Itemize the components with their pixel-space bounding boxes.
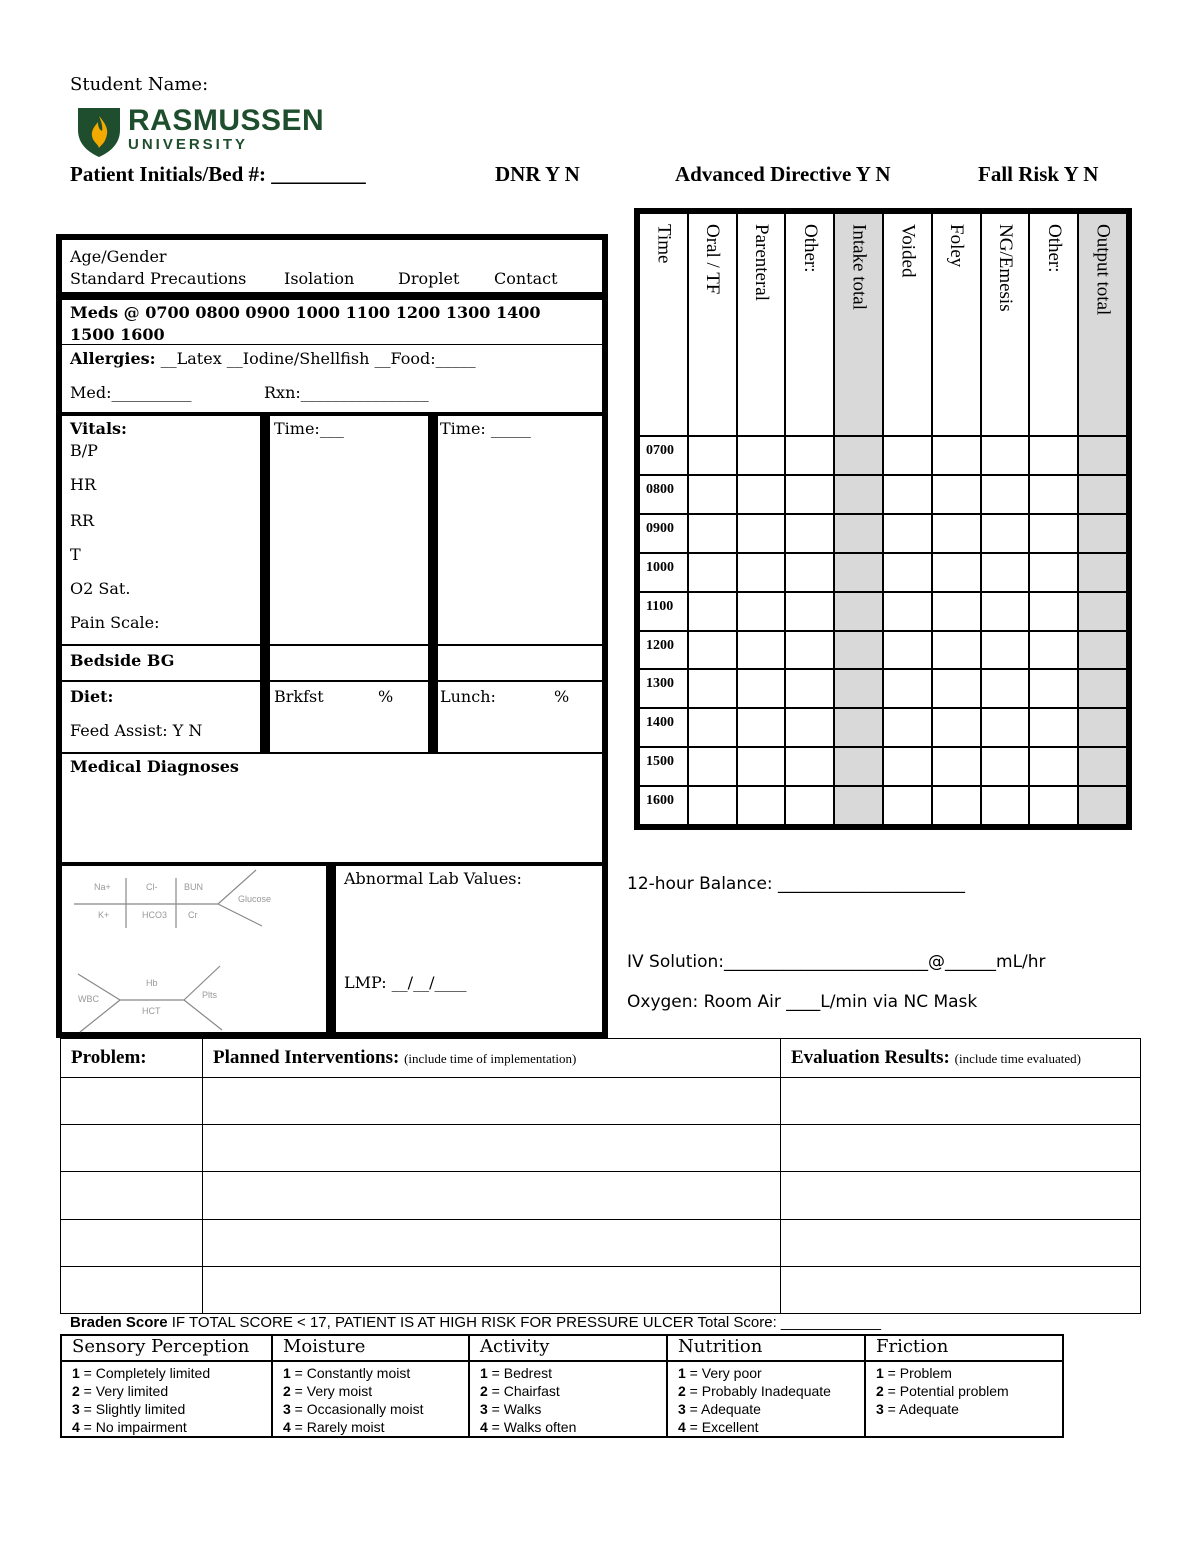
braden-options — [667, 1361, 865, 1437]
fishbone-hco3: HCO3 — [142, 910, 168, 920]
io-entry-cell[interactable] — [834, 553, 883, 592]
io-entry-cell[interactable] — [981, 786, 1030, 825]
problem-cell[interactable] — [61, 1078, 203, 1125]
io-header-other-output: Other: — [1029, 213, 1078, 436]
io-entry-cell[interactable] — [785, 592, 834, 631]
io-entry-cell[interactable] — [1029, 708, 1078, 747]
io-row — [639, 631, 1127, 670]
io-entry-cell[interactable] — [688, 786, 737, 825]
lunch-percent: % — [554, 687, 570, 706]
io-entry-cell[interactable] — [932, 592, 981, 631]
io-entry-cell[interactable] — [1078, 669, 1127, 708]
io-entry-cell[interactable] — [834, 631, 883, 670]
io-entry-cell[interactable] — [785, 514, 834, 553]
logo-subtitle: UNIVERSITY — [128, 136, 249, 153]
io-entry-cell[interactable] — [834, 708, 883, 747]
breakfast-percent: % — [378, 687, 394, 706]
io-entry-cell[interactable] — [883, 592, 932, 631]
dnr-field[interactable]: DNR Y N — [495, 162, 580, 186]
io-entry-cell[interactable] — [932, 747, 981, 786]
io-entry-cell[interactable] — [688, 631, 737, 670]
io-entry-cell[interactable] — [737, 786, 786, 825]
io-entry-cell[interactable] — [883, 669, 932, 708]
braden-header: Moisture — [272, 1335, 469, 1361]
intake-output-table — [634, 208, 1132, 830]
io-entry-cell[interactable] — [737, 553, 786, 592]
allergies-label: Allergies: — [70, 349, 156, 368]
io-entry-cell[interactable] — [1029, 747, 1078, 786]
vitals-label: Vitals: — [70, 419, 127, 438]
io-entry-cell[interactable] — [688, 553, 737, 592]
io-time-cell: 0800 — [639, 475, 688, 514]
io-entry-cell[interactable] — [1078, 747, 1127, 786]
braden-option[interactable]: 4 = Walks often — [480, 1419, 577, 1435]
io-entry-cell[interactable] — [737, 669, 786, 708]
patient-initials-field[interactable]: Patient Initials/Bed #: _________ — [70, 162, 366, 186]
precaution-droplet[interactable]: Droplet — [398, 269, 460, 288]
flame-shield-icon — [76, 104, 122, 158]
io-entry-cell[interactable] — [1029, 553, 1078, 592]
io-time-cell: 1100 — [639, 592, 688, 631]
io-entry-cell[interactable] — [981, 553, 1030, 592]
io-entry-cell[interactable] — [883, 708, 932, 747]
io-time-cell: 1600 — [639, 786, 688, 825]
io-entry-cell[interactable] — [932, 514, 981, 553]
braden-option[interactable]: 3 = Walks — [480, 1401, 542, 1417]
io-time-cell: 0700 — [639, 436, 688, 475]
io-row — [639, 475, 1127, 514]
io-entry-cell[interactable] — [1078, 786, 1127, 825]
vital-o2-sat: O2 Sat. — [70, 579, 131, 598]
allergies-options: __Latex __Iodine/Shellfish __Food:_____ — [155, 349, 476, 368]
fishbone-cl: Cl- — [146, 882, 158, 892]
io-entry-cell[interactable] — [785, 669, 834, 708]
evaluation-cell[interactable] — [781, 1266, 1141, 1313]
io-time-cell: 1000 — [639, 553, 688, 592]
io-entry-cell[interactable] — [981, 708, 1030, 747]
fishbone-k: K+ — [98, 910, 110, 920]
vitals-time2-field[interactable]: Time: _____ — [440, 419, 531, 438]
io-entry-cell[interactable] — [1078, 631, 1127, 670]
student-name-label: Student Name: — [70, 74, 209, 95]
vital-temp: T — [70, 545, 81, 564]
io-entry-cell[interactable] — [737, 708, 786, 747]
meds-times-line1: Meds @ 0700 0800 0900 1000 1100 1200 1300 1400 — [70, 303, 541, 322]
vitals-time1-field[interactable]: Time:___ — [274, 419, 344, 438]
age-gender-label: Age/Gender — [70, 247, 167, 266]
patient-info-block — [56, 234, 608, 1038]
braden-options — [61, 1361, 272, 1437]
io-entry-cell[interactable] — [834, 592, 883, 631]
fishbone-plts: Plts — [202, 990, 218, 1000]
braden-option[interactable]: 4 = Rarely moist — [283, 1419, 385, 1435]
io-entry-cell[interactable] — [688, 475, 737, 514]
io-entry-cell[interactable] — [1078, 553, 1127, 592]
braden-header: Nutrition — [667, 1335, 865, 1361]
advanced-directive-field[interactable]: Advanced Directive Y N — [675, 162, 891, 186]
problem-cell[interactable] — [61, 1266, 203, 1313]
precaution-standard[interactable]: Standard Precautions — [70, 269, 247, 288]
io-row — [639, 553, 1127, 592]
io-entry-cell[interactable] — [688, 514, 737, 553]
meds-times-line2: 1500 1600 — [70, 325, 165, 344]
braden-option[interactable]: 1 = Constantly moist — [283, 1365, 411, 1381]
braden-option[interactable]: 4 = No impairment — [72, 1419, 187, 1435]
braden-table — [60, 1334, 1062, 1434]
io-entry-cell[interactable] — [785, 436, 834, 475]
fishbone-bun: BUN — [184, 882, 204, 892]
fishbone-na: Na+ — [94, 882, 111, 892]
io-entry-cell[interactable] — [785, 708, 834, 747]
braden-option[interactable]: 1 = Completely limited — [72, 1365, 211, 1381]
io-entry-cell[interactable] — [688, 669, 737, 708]
io-header-oral-tf: Oral / TF — [688, 213, 737, 436]
io-entry-cell[interactable] — [1029, 631, 1078, 670]
io-entry-cell[interactable] — [981, 436, 1030, 475]
oxygen-field[interactable]: Oxygen: Room Air ____L/min via NC Mask — [627, 992, 978, 1012]
intervention-cell[interactable] — [203, 1125, 781, 1172]
io-entry-cell[interactable] — [932, 436, 981, 475]
braden-option[interactable]: 2 = Chairfast — [480, 1383, 560, 1399]
braden-options — [272, 1361, 469, 1437]
evaluation-cell[interactable] — [781, 1172, 1141, 1219]
medical-diagnoses-label: Medical Diagnoses — [70, 757, 239, 776]
lab-fishbone-diagrams — [68, 868, 324, 1034]
io-header-time: Time — [639, 213, 688, 436]
interventions-header: Planned Interventions: (include time of implementation) — [203, 1039, 781, 1078]
iv-solution-field[interactable]: IV Solution:________________________@______mL/hr — [627, 952, 1046, 972]
io-entry-cell[interactable] — [883, 553, 932, 592]
io-entry-cell[interactable] — [1029, 669, 1078, 708]
io-entry-cell[interactable] — [785, 747, 834, 786]
io-entry-cell[interactable] — [932, 669, 981, 708]
breakfast-field[interactable]: Brkfst — [274, 687, 324, 706]
braden-options — [469, 1361, 667, 1437]
io-row — [639, 786, 1127, 825]
io-entry-cell[interactable] — [785, 631, 834, 670]
vital-rr: RR — [70, 511, 95, 530]
io-entry-cell[interactable] — [932, 786, 981, 825]
io-entry-cell[interactable] — [785, 475, 834, 514]
intervention-cell[interactable] — [203, 1172, 781, 1219]
io-entry-cell[interactable] — [688, 592, 737, 631]
fishbone-hct: HCT — [142, 1006, 161, 1016]
braden-header: Sensory Perception — [61, 1335, 272, 1361]
io-entry-cell[interactable] — [737, 436, 786, 475]
braden-option[interactable]: 4 = Excellent — [678, 1419, 759, 1435]
io-entry-cell[interactable] — [834, 436, 883, 475]
io-time-cell: 1400 — [639, 708, 688, 747]
problem-cell[interactable] — [61, 1125, 203, 1172]
braden-header: Activity — [469, 1335, 667, 1361]
braden-option[interactable]: 2 = Very limited — [72, 1383, 169, 1399]
fishbone-wbc: WBC — [78, 994, 99, 1004]
io-entry-cell[interactable] — [883, 631, 932, 670]
intervention-cell[interactable] — [203, 1078, 781, 1125]
io-row — [639, 514, 1127, 553]
feed-assist-field[interactable]: Feed Assist: Y N — [70, 721, 203, 740]
io-entry-cell[interactable] — [834, 669, 883, 708]
io-entry-cell[interactable] — [1029, 514, 1078, 553]
io-row — [639, 592, 1127, 631]
abnormal-lab-label: Abnormal Lab Values: — [344, 869, 522, 888]
io-row — [639, 747, 1127, 786]
io-entry-cell[interactable] — [932, 708, 981, 747]
io-entry-cell[interactable] — [1029, 592, 1078, 631]
braden-option[interactable]: 3 = Slightly limited — [72, 1401, 186, 1417]
evaluation-cell[interactable] — [781, 1219, 1141, 1266]
io-entry-cell[interactable] — [1078, 708, 1127, 747]
fishbone-cr: Cr — [188, 910, 198, 920]
io-entry-cell[interactable] — [688, 747, 737, 786]
io-entry-cell[interactable] — [834, 747, 883, 786]
io-entry-cell[interactable] — [834, 475, 883, 514]
allergies-row[interactable] — [70, 348, 476, 370]
intervention-cell[interactable] — [203, 1219, 781, 1266]
io-entry-cell[interactable] — [1029, 475, 1078, 514]
io-entry-cell[interactable] — [883, 436, 932, 475]
braden-option[interactable]: 1 = Very poor — [678, 1365, 762, 1381]
braden-option[interactable]: 3 = Adequate — [876, 1401, 959, 1417]
io-entry-cell[interactable] — [981, 514, 1030, 553]
io-entry-cell[interactable] — [883, 514, 932, 553]
io-row — [639, 436, 1127, 475]
problem-header: Problem: — [61, 1039, 203, 1078]
vital-pain-scale: Pain Scale: — [70, 613, 160, 632]
io-entry-cell[interactable] — [737, 747, 786, 786]
logo-wordmark: RASMUSSEN — [128, 104, 325, 137]
braden-option[interactable]: 3 = Adequate — [678, 1401, 761, 1417]
fall-risk-field[interactable]: Fall Risk Y N — [978, 162, 1099, 186]
diet-label: Diet: — [70, 687, 114, 706]
io-time-cell: 1200 — [639, 631, 688, 670]
io-header-other-intake: Other: — [785, 213, 834, 436]
io-entry-cell[interactable] — [785, 553, 834, 592]
precaution-isolation[interactable]: Isolation — [284, 269, 355, 288]
io-entry-cell[interactable] — [981, 475, 1030, 514]
fishbone-hb: Hb — [146, 978, 158, 988]
intervention-cell[interactable] — [203, 1266, 781, 1313]
bedside-bg-label: Bedside BG — [70, 651, 175, 670]
io-header-ng-emesis: NG/Emesis — [981, 213, 1030, 436]
io-entry-cell[interactable] — [981, 631, 1030, 670]
io-entry-cell[interactable] — [1078, 436, 1127, 475]
evaluation-cell[interactable] — [781, 1125, 1141, 1172]
io-entry-cell[interactable] — [737, 475, 786, 514]
io-row — [639, 708, 1127, 747]
io-entry-cell[interactable] — [981, 747, 1030, 786]
io-header-parenteral: Parenteral — [737, 213, 786, 436]
twelve-hour-balance-field[interactable]: 12-hour Balance: ______________________ — [627, 874, 966, 894]
io-entry-cell[interactable] — [785, 786, 834, 825]
io-entry-cell[interactable] — [932, 475, 981, 514]
problem-cell[interactable] — [61, 1219, 203, 1266]
io-entry-cell[interactable] — [688, 436, 737, 475]
io-entry-cell[interactable] — [834, 786, 883, 825]
care-plan-table — [60, 1038, 1140, 1314]
io-entry-cell[interactable] — [737, 514, 786, 553]
io-entry-cell[interactable] — [981, 592, 1030, 631]
io-entry-cell[interactable] — [932, 631, 981, 670]
io-time-cell: 1300 — [639, 669, 688, 708]
evaluation-header: Evaluation Results: (include time evaluated) — [781, 1039, 1141, 1078]
braden-score-title: Braden Score IF TOTAL SCORE < 17, PATIENT IS AT HIGH RISK FOR PRESSURE ULCER Total Score: ____________ — [70, 1314, 882, 1331]
io-header-intake-total: Intake total — [834, 213, 883, 436]
rasmussen-logo — [76, 104, 326, 160]
io-entry-cell[interactable] — [883, 475, 932, 514]
io-entry-cell[interactable] — [981, 669, 1030, 708]
io-entry-cell[interactable] — [883, 786, 932, 825]
io-entry-cell[interactable] — [883, 747, 932, 786]
io-entry-cell[interactable] — [1078, 475, 1127, 514]
io-entry-cell[interactable] — [1078, 514, 1127, 553]
io-entry-cell[interactable] — [737, 592, 786, 631]
io-entry-cell[interactable] — [737, 631, 786, 670]
io-entry-cell[interactable] — [1029, 786, 1078, 825]
io-time-cell: 0900 — [639, 514, 688, 553]
lmp-field[interactable]: LMP: __/__/____ — [344, 973, 467, 992]
io-header-output-total: Output total — [1078, 213, 1127, 436]
braden-option[interactable]: 2 = Probably Inadequate — [678, 1383, 831, 1399]
io-entry-cell[interactable] — [1029, 436, 1078, 475]
evaluation-cell[interactable] — [781, 1078, 1141, 1125]
io-entry-cell[interactable] — [1078, 592, 1127, 631]
io-time-cell: 1500 — [639, 747, 688, 786]
io-entry-cell[interactable] — [688, 708, 737, 747]
fishbone-glucose: Glucose — [238, 894, 272, 904]
lunch-field[interactable]: Lunch: — [440, 687, 496, 706]
braden-header: Friction — [865, 1335, 1063, 1361]
precaution-contact[interactable]: Contact — [494, 269, 558, 288]
braden-option[interactable]: 1 = Bedrest — [480, 1365, 552, 1381]
braden-options — [865, 1361, 1063, 1437]
vital-bp: B/P — [70, 441, 98, 460]
io-entry-cell[interactable] — [932, 553, 981, 592]
problem-cell[interactable] — [61, 1172, 203, 1219]
io-header-voided: Voided — [883, 213, 932, 436]
allergy-med-field[interactable]: Med:__________ — [70, 383, 192, 402]
io-header-foley: Foley — [932, 213, 981, 436]
braden-option[interactable]: 3 = Occasionally moist — [283, 1401, 424, 1417]
io-row — [639, 669, 1127, 708]
io-entry-cell[interactable] — [834, 514, 883, 553]
allergy-reaction-field[interactable]: Rxn:________________ — [264, 383, 429, 402]
braden-option[interactable]: 2 = Very moist — [283, 1383, 373, 1399]
braden-option[interactable]: 2 = Potential problem — [876, 1383, 1009, 1399]
vital-hr: HR — [70, 475, 96, 494]
braden-option[interactable]: 1 = Problem — [876, 1365, 952, 1381]
